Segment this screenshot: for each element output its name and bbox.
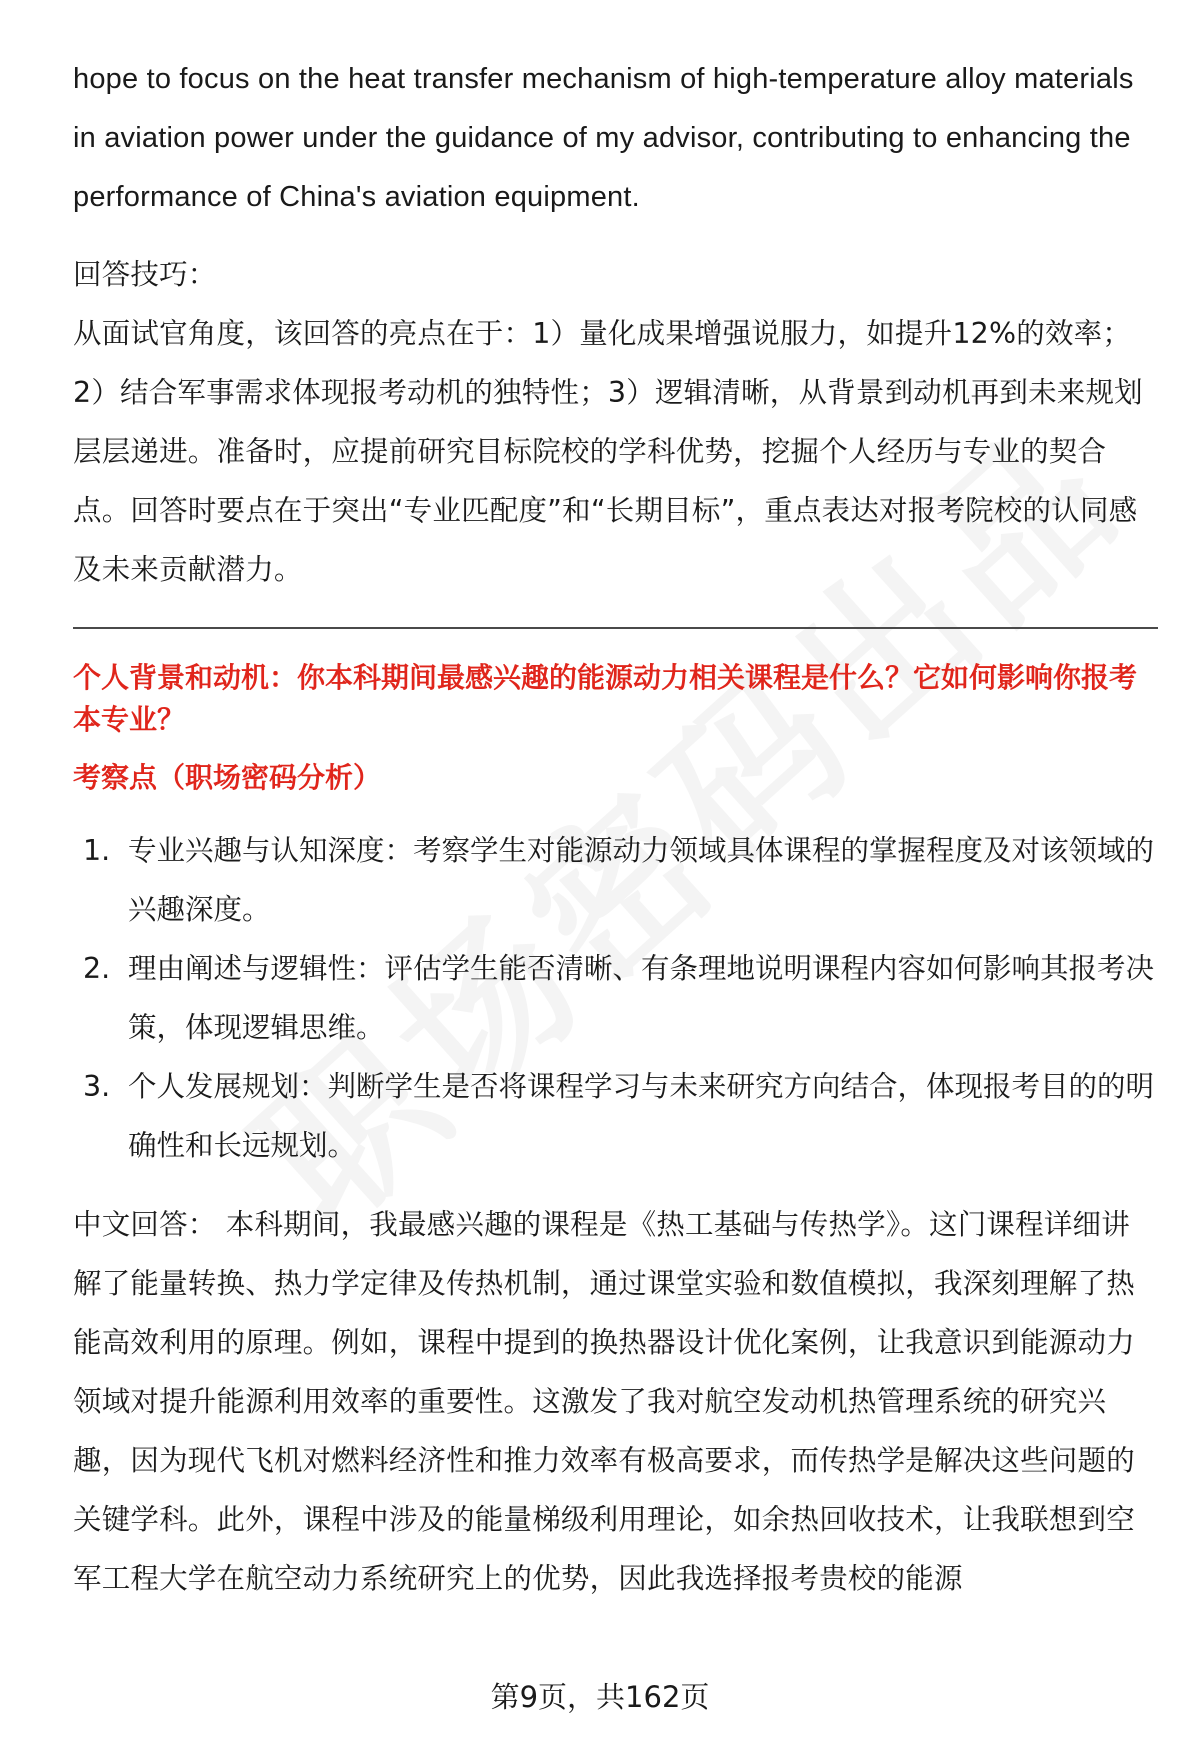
answer-label: 中文回答： <box>73 1208 217 1241</box>
list-item <box>73 939 1158 1057</box>
tips-body: 从面试官角度，该回答的亮点在于：1）量化成果增强说服力，如提升12%的效率；2）结合军事需求体现报考动机的独特性；3）逻辑清晰，从背景到动机再到未来规划层层递进。准备时，应提前研究目标院校的学科优势，挖掘个人经历与专业的契合点。回答时要点在于突出“专业匹配度”和“长期目标”，重点表达对报考院校的认同感及未来贡献潜力。 <box>73 317 1143 586</box>
question-heading: 个人背景和动机：你本科期间最感兴趣的能源动力相关课程是什么？它如何影响你报考本专业？ <box>73 661 1138 736</box>
list-item-text: 理由阐述与逻辑性：评估学生能否清晰、有条理地说明课程内容如何影响其报考决策，体现逻辑思维。 <box>128 952 1155 1044</box>
tips-heading: 回答技巧： <box>73 258 217 291</box>
answer-paragraph <box>73 1195 1158 1608</box>
list-item <box>73 821 1158 939</box>
assessment-heading: 考察点（职场密码分析） <box>73 761 382 794</box>
list-item-number: 1. <box>83 834 111 867</box>
list-item-text: 专业兴趣与认知深度：考察学生对能源动力领域具体课程的掌握程度及对该领域的兴趣深度。 <box>128 834 1155 926</box>
intro-paragraph: hope to focus on the heat transfer mechanism of high-temperature alloy materials in aviation power under the guidance of my advisor, contributing to enhancing the performance of China's aviation equipment. <box>73 63 1134 213</box>
document-page <box>73 50 1158 1608</box>
answer-body: 本科期间，我最感兴趣的课程是《热工基础与传热学》。这门课程详细讲解了能量转换、热力学定律及传热机制，通过课堂实验和数值模拟，我深刻理解了热能高效利用的原理。例如，课程中提到的换热器设计优化案例，让我意识到能源动力领域对提升能源利用效率的重要性。这激发了我对航空发动机热管理系统的研究兴趣，因为现代飞机对燃料经济性和推力效率有极高要求，而传热学是解决这些问题的关键学科。此外，课程中涉及的能量梯级利用理论，如余热回收技术，让我联想到空军工程大学在航空动力系统研究上的优势，因此我选择报考贵校的能源 <box>73 1208 1135 1595</box>
list-item-text: 个人发展规划：判断学生是否将课程学习与未来研究方向结合，体现报考目的的明确性和长远规划。 <box>128 1070 1155 1162</box>
list-item-number: 2. <box>83 952 111 985</box>
section-divider <box>73 627 1158 629</box>
page-footer: 第9页，共162页 <box>490 1680 710 1714</box>
assessment-list <box>73 821 1158 1175</box>
list-item <box>73 1057 1158 1175</box>
list-item-number: 3. <box>83 1070 111 1103</box>
